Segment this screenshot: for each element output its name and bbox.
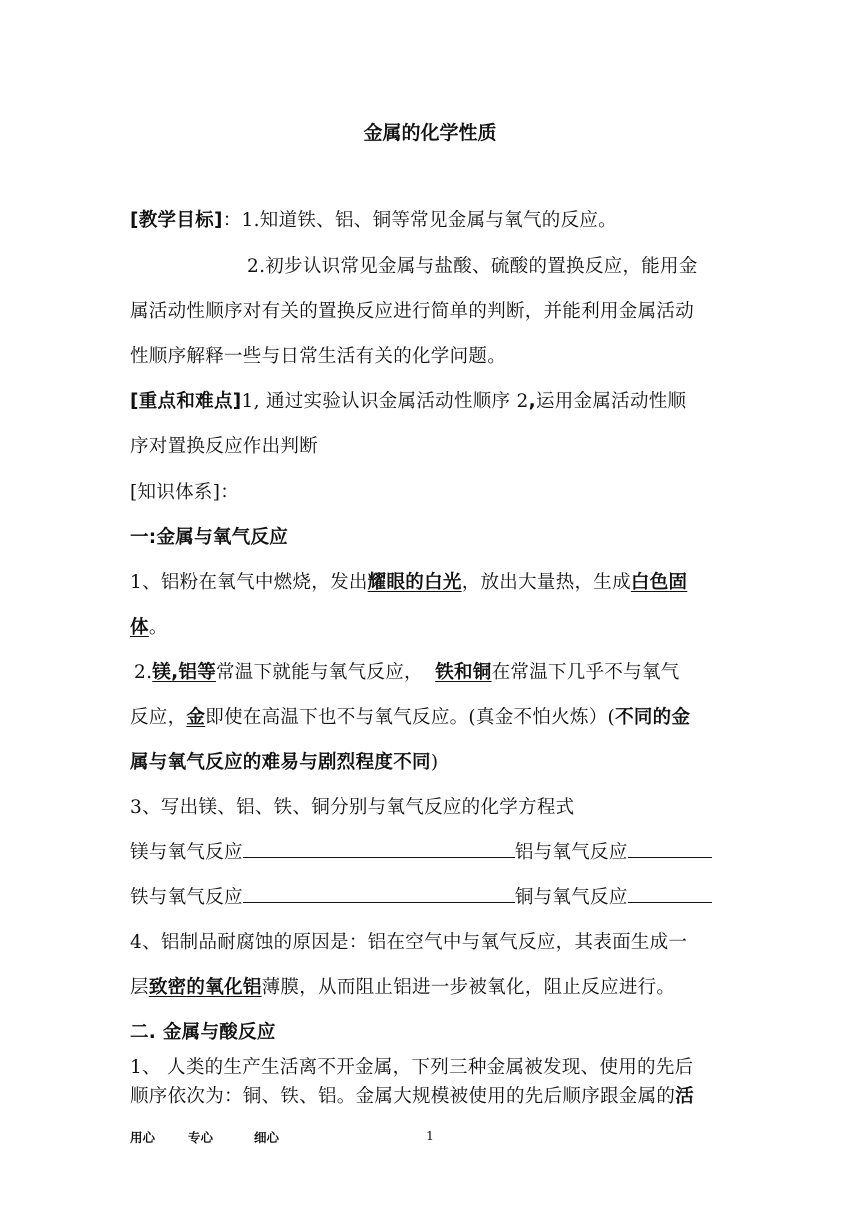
s1-paragraph-1-line-1: 1、铝粉在氧气中燃烧，发出耀眼的白光，放出大量热，生成白色固 (130, 572, 688, 593)
objective-2-line-3: 性顺序解释一些与日常生活有关的化学问题。 (130, 346, 507, 367)
highlight-mg-al: 镁,铝等 (152, 662, 216, 683)
s2-paragraph-1-line-2: 顺序依次为：铜、铁、铝。金属大规模被使用的先后顺序跟金属的活 (130, 1086, 695, 1107)
s1-paragraph-2-line-2: 反应，金即使在高温下也不与氧气反应。(真金不怕火炼）(不同的金 (130, 707, 691, 728)
objectives-label: [教学目标] (130, 210, 223, 231)
keypoints-label: [重点和难点] (130, 391, 242, 412)
equation-row-2: 铁与氧气反应 铜与氧气反应 (130, 883, 730, 909)
footer-word-2: 专心 (188, 1130, 214, 1145)
s1-paragraph-4-line-1: 4、铝制品耐腐蚀的原因是：铝在空气中与氧气反应，其表面生成一 (130, 932, 688, 953)
section-1-heading: 一:金属与氧气反应 (130, 527, 289, 548)
keypoints-line-2: 序对置换反应作出判断 (130, 436, 319, 457)
footer-word-3: 细心 (254, 1130, 280, 1145)
equation-row-1: 镁与氧气反应 铝与氧气反应 (130, 838, 730, 864)
objective-2-line-2: 属活动性顺序对有关的置换反应进行简单的判断，并能利用金属活动 (130, 301, 695, 322)
answer-blank[interactable] (243, 841, 515, 858)
answer-blank[interactable] (628, 886, 712, 903)
s1-paragraph-2-line-1: 2.镁,铝等常温下就能与氧气反应， 铁和铜在常温下几乎不与氧气 (134, 662, 680, 683)
highlight-bright-light: 耀眼的白光 (367, 572, 462, 593)
page-title: 金属的化学性质 (363, 122, 497, 144)
page-number: 1 (426, 1128, 434, 1143)
s1-paragraph-1-line-2: 体。 (130, 617, 168, 638)
highlight-fe-cu: 铁和铜 (435, 662, 492, 683)
s1-paragraph-2-line-3: 属与氧气反应的难易与剧烈程度不同) (130, 752, 439, 773)
highlight-white-solid: 白色固 (630, 572, 688, 593)
footer-word-1: 用心 (130, 1130, 156, 1145)
section-2-heading: 二. 金属与酸反应 (130, 1022, 276, 1043)
highlight-gold: 金 (186, 707, 206, 728)
objective-1: 1.知道铁、铝、铜等常见金属与氧气的反应。 (241, 210, 617, 231)
s2-paragraph-1-line-1: 1、 人类的生产生活离不开金属，下列三种金属被发现、使用的先后 (130, 1057, 694, 1078)
knowledge-label: [知识体系]： (130, 482, 240, 503)
keypoints-line-1: [重点和难点]1, 通过实验认识金属活动性顺序 2,运用金属活动性顺 (130, 391, 687, 412)
answer-blank[interactable] (628, 841, 712, 858)
objectives-line-1: [教学目标]：1.知道铁、铝、铜等常见金属与氧气的反应。 (130, 210, 617, 231)
s1-paragraph-3: 3、写出镁、铝、铁、铜分别与氧气反应的化学方程式 (130, 797, 575, 818)
answer-blank[interactable] (243, 886, 515, 903)
highlight-dense-oxide: 致密的氧化铝 (148, 977, 262, 998)
s1-paragraph-4-line-2: 层致密的氧化铝薄膜，从而阻止铝进一步被氧化，阻止反应进行。 (130, 977, 676, 998)
objective-2-line-1: 2.初步认识常见金属与盐酸、硫酸的置换反应，能用金 (247, 256, 698, 277)
